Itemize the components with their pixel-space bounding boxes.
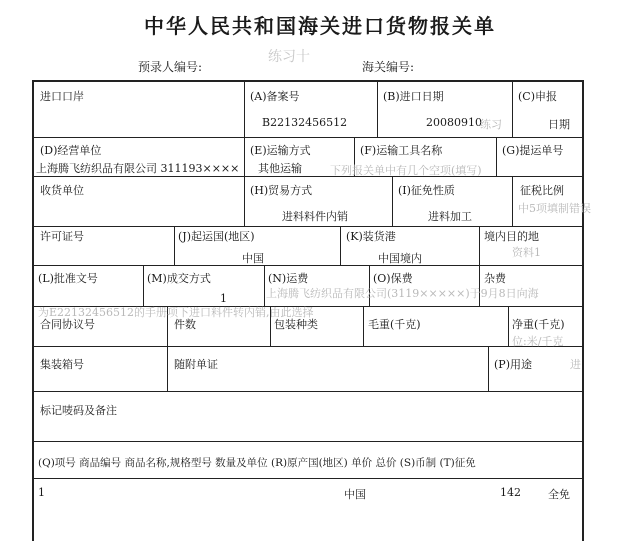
bleed-text-3: 中5项填制错误 xyxy=(518,202,591,215)
tax-nature-value: 进料加工 xyxy=(428,210,472,223)
consignee-label: 收货单位 xyxy=(40,184,84,197)
loading-port-value: 中国境内 xyxy=(378,252,422,265)
loading-port-label: (K)装货港 xyxy=(346,230,396,243)
declare-date-label-a: (C)申报 xyxy=(518,90,557,103)
bleed-text-8: 进 xyxy=(570,358,581,371)
bleed-text-4: 资料1 xyxy=(512,246,541,259)
operator-label: (D)经营单位 xyxy=(40,144,102,157)
goods-currency: 142 xyxy=(500,486,521,499)
package-type-label: 包装种类 xyxy=(274,318,318,331)
approval-no-label: (L)批准文号 xyxy=(38,272,98,285)
import-date-value: 20080910 xyxy=(426,116,482,129)
insurance-label: (O)保费 xyxy=(373,272,413,285)
destination-label: 境内目的地 xyxy=(484,230,539,243)
freight-label: (N)运费 xyxy=(268,272,309,285)
prerecord-label: 预录人编号: xyxy=(138,60,203,74)
customs-no-label: 海关编号: xyxy=(362,60,415,74)
stamp-text: 练习十 xyxy=(268,49,310,65)
trade-mode-value: 进料料件内销 xyxy=(282,210,348,223)
pieces-label: 件数 xyxy=(174,318,196,331)
tax-ratio-label: 征税比例 xyxy=(520,184,564,197)
origin-country-label: (J)起运国(地区) xyxy=(178,230,255,243)
goods-exemption: 全免 xyxy=(548,488,570,501)
bleed-text-5: 上海腾飞纺织品有限公司(3119×××××)于9月8日向海 xyxy=(266,287,539,300)
documents-label: 随附单证 xyxy=(174,358,218,371)
marks-label: 标记唛码及备注 xyxy=(40,404,117,417)
goods-header: (Q)项号 商品编号 商品名称,规格型号 数量及单位 (R)原产国(地区) 单价 总价 (S)币制 (T)征免 xyxy=(38,457,476,469)
bleed-text-7: 位:米/千克 xyxy=(512,335,564,348)
contract-no-label: 合同协议号 xyxy=(40,318,95,331)
container-no-label: 集装箱号 xyxy=(40,358,84,371)
net-weight-label: 净重(千克) xyxy=(512,318,565,331)
operator-value: 上海腾飞纺织品有限公司 311193×××× xyxy=(36,162,240,175)
declare-date-label-b: 日期 xyxy=(548,118,570,131)
bleed-text-6: 为E22132456512的手册项下进口料件转内销,由此选择 xyxy=(38,306,314,319)
bleed-text-2: 下列报关单中有几个空项(填写) xyxy=(330,164,482,177)
record-no-value: B22132456512 xyxy=(262,116,348,129)
import-port-label: 进口口岸 xyxy=(40,90,84,103)
deal-mode-value: 1 xyxy=(220,292,227,305)
form-title: 中华人民共和国海关进口货物报关单 xyxy=(144,14,496,38)
origin-country-value: 中国 xyxy=(242,252,264,265)
transport-mode-value: 其他运输 xyxy=(258,162,302,175)
usage-label: (P)用途 xyxy=(494,358,532,371)
bleed-text-1: 练习 xyxy=(480,118,502,131)
import-date-label: (B)进口日期 xyxy=(383,90,444,103)
trade-mode-label: (H)贸易方式 xyxy=(250,184,313,197)
bill-no-label: (G)提运单号 xyxy=(502,144,564,157)
tax-nature-label: (I)征免性质 xyxy=(398,184,455,197)
record-no-label: (A)备案号 xyxy=(250,90,300,103)
misc-fee-label: 杂费 xyxy=(484,272,506,285)
gross-weight-label: 毛重(千克) xyxy=(368,318,421,331)
goods-origin: 中国 xyxy=(344,488,366,501)
declaration-form xyxy=(32,80,591,541)
goods-item-no: 1 xyxy=(38,486,45,499)
transport-mode-label: (E)运输方式 xyxy=(250,144,311,157)
transport-name-label: (F)运输工具名称 xyxy=(360,144,443,157)
deal-mode-label: (M)成交方式 xyxy=(147,272,211,285)
license-no-label: 许可证号 xyxy=(40,230,84,243)
